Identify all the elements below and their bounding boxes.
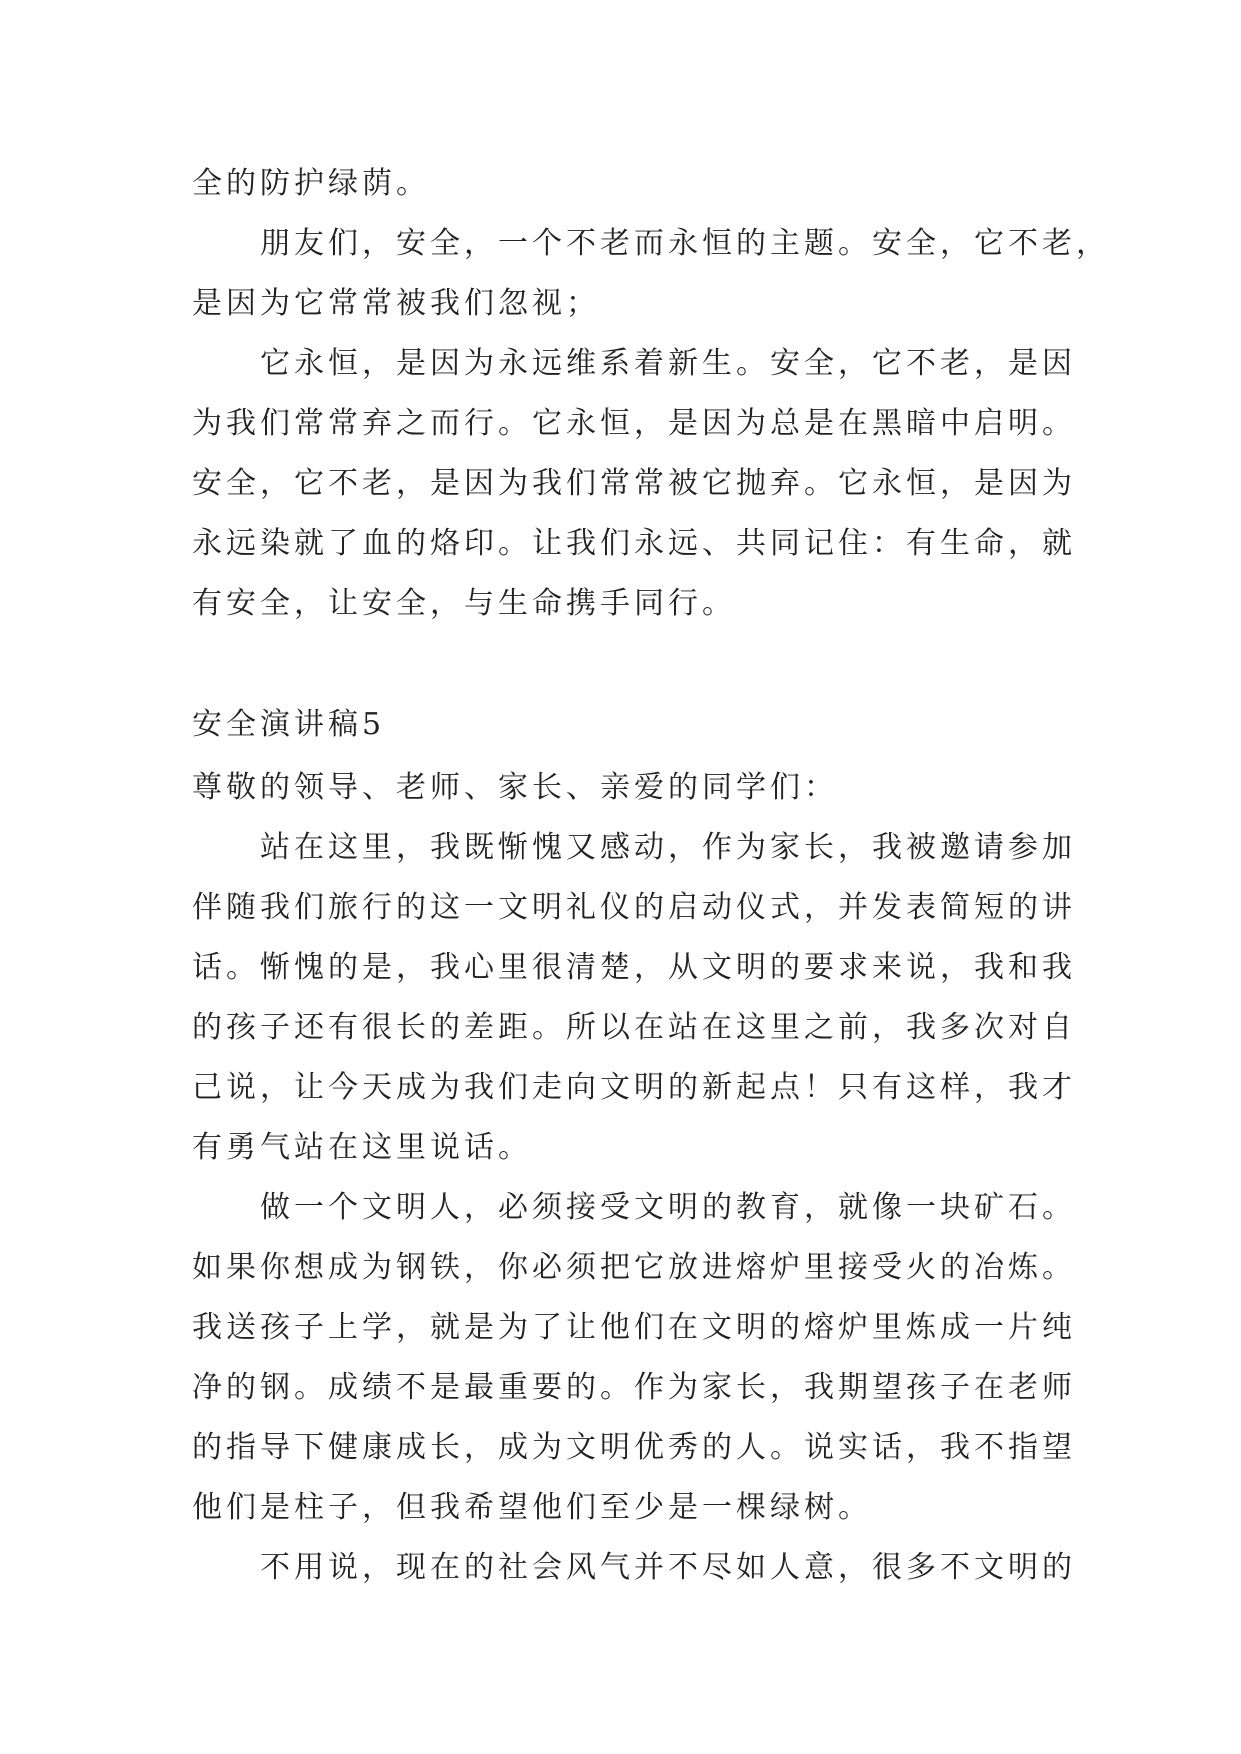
text-line: 话。惭愧的是，我心里很清楚，从文明的要求来说，我和我 (192, 950, 1076, 985)
text-line: 如果你想成为钢铁，你必须把它放进熔炉里接受火的冶炼。 (192, 1250, 1076, 1285)
text-line: 我送孩子上学，就是为了让他们在文明的熔炉里炼成一片纯 (192, 1310, 1076, 1345)
text-line: 己说，让今天成为我们走向文明的新起点！只有这样，我才 (192, 1070, 1076, 1105)
text-line: 不用说，现在的社会风气并不尽如人意，很多不文明的 (192, 1550, 1076, 1585)
text-line: 伴随我们旅行的这一文明礼仪的启动仪式，并发表简短的讲 (192, 890, 1076, 925)
text-line: 净的钢。成绩不是最重要的。作为家长，我期望孩子在老师 (192, 1370, 1076, 1405)
text-line: 为我们常常弃之而行。它永恒，是因为总是在黑暗中启明。 (192, 406, 1076, 441)
paragraph-block-2 (192, 758, 1076, 1598)
section-heading-block (192, 695, 1052, 755)
text-line: 的孩子还有很长的差距。所以在站在这里之前，我多次对自 (192, 1010, 1076, 1045)
text-line: 有勇气站在这里说话。 (192, 1130, 532, 1165)
text-line: 有安全，让安全，与生命携手同行。 (192, 586, 736, 621)
text-line: 朋友们，安全，一个不老而永恒的主题。安全，它不老， (192, 226, 1110, 261)
text-line: 永远染就了血的烙印。让我们永远、共同记住：有生命，就 (192, 526, 1076, 561)
text-line: 尊敬的领导、老师、家长、亲爱的同学们： (192, 770, 838, 805)
text-line: 站在这里，我既惭愧又感动，作为家长，我被邀请参加 (192, 830, 1076, 865)
text-line: 做一个文明人，必须接受文明的教育，就像一块矿石。 (192, 1190, 1076, 1225)
text-line: 的指导下健康成长，成为文明优秀的人。说实话，我不指望 (192, 1430, 1076, 1465)
text-line: 是因为它常常被我们忽视； (192, 286, 600, 321)
text-line: 他们是柱子，但我希望他们至少是一棵绿树。 (192, 1490, 872, 1525)
text-line: 安全，它不老，是因为我们常常被它抛弃。它永恒，是因为 (192, 466, 1076, 501)
text-line: 它永恒，是因为永远维系着新生。安全，它不老，是因 (192, 346, 1076, 381)
section-heading: 安全演讲稿5 (192, 707, 386, 742)
text-line: 全的防护绿荫。 (192, 166, 430, 201)
paragraph-block-1 (192, 154, 1110, 634)
